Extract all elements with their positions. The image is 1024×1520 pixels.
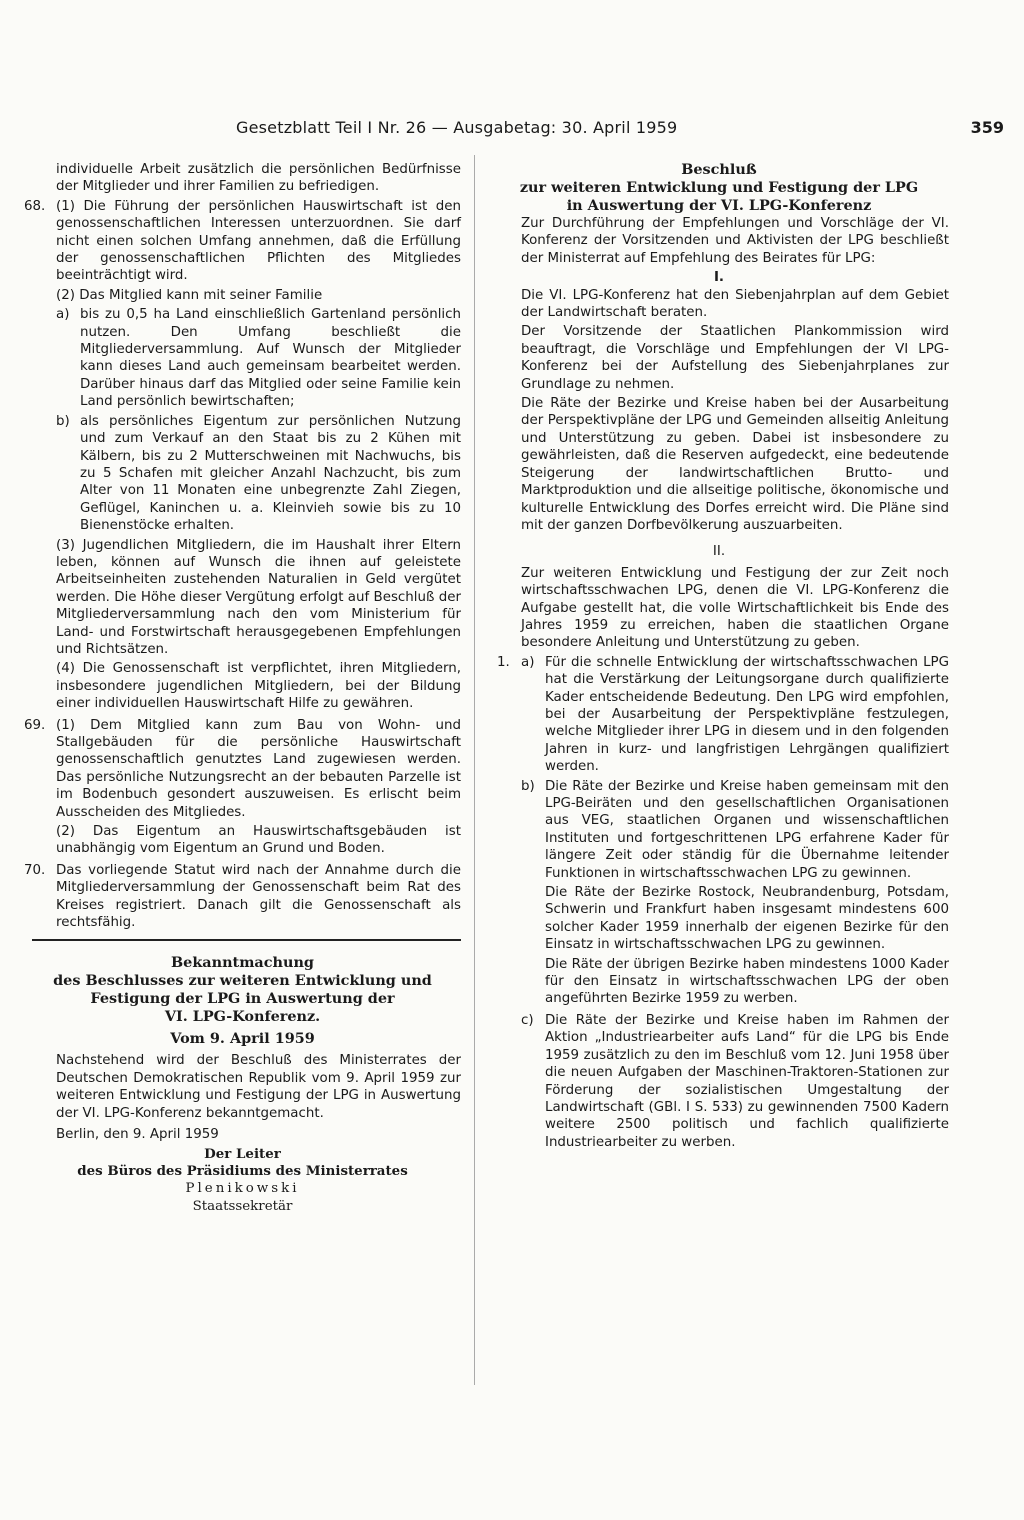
section-69-paragraph-1: (1) Dem Mitglied kann zum Bau von Wohn- und Stallgebäuden für die persönliche Hauswirtschaft genossenschaftlich genutztes Land zugewiesen werden. Das persönliche Nutzungsrecht an der bebauten Parzelle ist im Bodenbuch gesondert auszuweisen. Es erlischt beim Ausscheiden des Mitgliedes.	[56, 717, 461, 820]
item-text: Für die schnelle Entwicklung der wirtschaftsschwachen LPG hat die Verstärkung der Leitungsorgane durch qualifizierte Kader entscheidende Bedeutung. Den LPG wird empfohlen, bei der Ausarbeitung der Perspektivpläne festzulegen, welche Mitglieder ihrer LPG in diesem und in den folgenden Jahren in kurz- und langfristigen Lehrgängen qualifiziert werden.	[545, 654, 949, 775]
announcement-title-line: VI. LPG-Konferenz.	[164, 1008, 321, 1026]
item-letter: b)	[521, 778, 535, 794]
item-text: Die Räte der übrigen Bezirke haben mindestens 1000 Kader für den Einsatz in wirtschaftsschwachen LPG der oben angeführten Bezirke 1959 zu werben.	[545, 956, 949, 1007]
item-letter: c)	[521, 1012, 534, 1028]
resolution-intro: Zur Durchführung der Empfehlungen und Vorschläge der VI. Konferenz der Vorsitzenden und Aktivisten der LPG beschließt der Ministerrat auf Empfehlung des Beirates für LPG:	[521, 216, 949, 266]
section-68-item-a	[56, 306, 461, 410]
announcement	[24, 954, 461, 1215]
column-divider	[474, 155, 475, 1385]
section-68-paragraph-1: (1) Die Führung der persönlichen Hauswirtschaft ist den genossenschaftlichen Interessen unterzuordnen. Sie darf nicht einen solchen Umfang annehmen, daß die Erfüllung der genossenschaftlichen Pflichten des Mitgliedes beeinträchtigt wird.	[56, 198, 461, 284]
section-number: 69.	[24, 717, 46, 733]
resolution-title: Beschluß	[681, 161, 757, 178]
resolution-title-line: zur weiteren Entwicklung und Festigung der LPG	[519, 179, 919, 196]
item-text: bis zu 0,5 ha Land einschließlich Gartenland persönlich nutzen. Den Umfang beschließt die Mitgliederversammlung. Auf Wunsch der Mitglieder kann dieses Land auch gemeinsam bearbeitet werden. Darüber hinaus darf das Mitglied oder seine Familie kein Land persönlich bewirtschaften;	[80, 307, 461, 410]
item-letter: b)	[56, 413, 70, 429]
section-68-paragraph-4: (4) Die Genossenschaft ist verpflichtet, ihren Mitgliedern, insbesondere jugendlichen Mitgliedern, bei der Bildung einer individuellen Hauswirtschaft Hilfe zu gewähren.	[56, 661, 461, 712]
left-column	[24, 161, 461, 1215]
section-heading-ii: II.	[712, 544, 726, 560]
section-68-paragraph-2: (2) Das Mitglied kann mit seiner Familie	[56, 287, 323, 303]
section-70-text: Das vorliegende Statut wird nach der Annahme durch die Mitgliederversammlung der Genossenschaft beim Rat des Kreises registriert. Danach gilt die Genossenschaft als rechtsfähig.	[56, 862, 461, 931]
item-1b	[521, 778, 949, 1010]
section-69-paragraph-2: (2) Das Eigentum an Hauswirtschaftsgebäuden ist unabhängig vom Eigentum an Grund und Boden.	[56, 824, 461, 857]
item-text: Die Räte der Bezirke und Kreise haben gemeinsam mit den LPG-Beiräten und den gesellschaftlichen Organisationen aus VEG, staatlichen Organen und wissenschaftlichen Instituten und fortgeschrittenen LPG erfahrene Kader für längere Zeit oder ständig für die Übernahme leitender Funktionen in wirtschaftsschwachen LPG zu gewinnen.	[545, 778, 949, 881]
signatory-role: Staatssekretär	[192, 1198, 293, 1214]
item-letter: a)	[56, 307, 70, 323]
resolution-title-line: in Auswertung der VI. LPG-Konferenz	[566, 197, 872, 214]
item-1a	[521, 654, 949, 776]
signature-title: Der Leiter	[204, 1145, 281, 1162]
place-and-date: Berlin, den 9. April 1959	[56, 1127, 219, 1143]
right-column	[489, 161, 949, 1155]
announcement-title-line: Festigung der LPG in Auswertung der	[90, 990, 395, 1008]
resolution-paragraph: Der Vorsitzende der Staatlichen Plankommission wird beauftragt, die Vorschläge und Empfehlungen der VI LPG-Konferenz bei der Aufstellung des Siebenjahrplanes zur Grundlage zu nehmen.	[521, 324, 949, 392]
continuation-paragraph: individuelle Arbeit zusätzlich die persönlichen Bedürfnisse der Mitglieder und ihrer Familien zu befriedigen.	[56, 162, 461, 195]
section-69	[24, 717, 461, 860]
announcement-date: Vom 9. April 1959	[170, 1030, 315, 1048]
section-number: 70.	[24, 862, 46, 878]
page-number: 359	[970, 118, 1004, 137]
signatory-name: Plenikowski	[185, 1181, 300, 1197]
section-68	[24, 198, 461, 715]
item-letter: a)	[521, 654, 535, 670]
item-1c	[521, 1012, 949, 1151]
item-1	[489, 654, 949, 1153]
section-68-item-b	[56, 413, 461, 535]
resolution-paragraph: Zur weiteren Entwicklung und Festigung der zur Zeit noch wirtschaftsschwachen LPG, denen die VI. LPG-Konferenz die Aufgabe gestellt hat, die volle Wirtschaftlichkeit bis Ende des Jahres 1959 zu erreichen, haben die staatlichen Organe besondere Anleitung und Unterstützung zu geben.	[521, 565, 949, 651]
announcement-title: Bekanntmachung	[171, 954, 314, 972]
section-70	[24, 862, 461, 932]
section-68-paragraph-3: (3) Jugendlichen Mitgliedern, die im Haushalt ihrer Eltern leben, können auf Wunsch die ihnen auf geleistete Arbeitseinheiten zustehenden Naturalien in Geld vergütet werden. Die Höhe dieser Vergütung erfolgt auf Beschluß der Mitgliederversammlung nach den vom Ministerium für Land- und Forstwirtschaft herausgegebenen Empfehlungen und Richtsätzen.	[56, 537, 461, 657]
item-text: als persönliches Eigentum zur persönlichen Nutzung und zum Verkauf an den Staat bis zu 2 Kühen mit Kälbern, bis zu 2 Mutterschweinen mit Nachwuchs, bis zu 5 Schafen mit gleicher Anzahl Nachzucht, bis zum Alter von 11 Monaten eine unbegrenzte Zahl Ziegen, Geflügel, Kaninchen u. a. Kleinvieh sowie bis zu 10 Bienenstöcke erhalten.	[80, 413, 461, 534]
item-text: Die Räte der Bezirke Rostock, Neubrandenburg, Potsdam, Schwerin und Frankfurt haben insgesamt mindestens 600 solcher Kader 1959 innerhalb der eigenen Bezirke für den Einsatz in wirtschaftsschwachen LPG zu gewinnen.	[545, 885, 949, 953]
section-number: 68.	[24, 198, 46, 214]
resolution-paragraph: Die VI. LPG-Konferenz hat den Siebenjahrplan auf dem Gebiet der Landwirtschaft beraten.	[521, 287, 949, 321]
resolution-paragraph: Die Räte der Bezirke und Kreise haben bei der Ausarbeitung der Perspektivpläne der LPG und Gemeinden allseitig Anleitung und Unterstützung zu geben. Dabei ist insbesondere zu gewährleisten, daß die Reserven aufgedeckt, eine bedeutende Steigerung der landwirtschaftlichen Brutto- und Marktproduktion und die allseitige politische, ökonomische und kulturelle Entwicklung des Dorfes erreicht wird. Die Pläne sind mit der ganzen Dorfbevölkerung auszuarbeiten.	[521, 396, 949, 533]
announcement-title-line: des Beschlusses zur weiteren Entwicklung und	[53, 972, 432, 990]
signature-office: des Büros des Präsidiums des Ministerrates	[77, 1162, 408, 1179]
item-text: Die Räte der Bezirke und Kreise haben im Rahmen der Aktion „Industriearbeiter aufs Land“ für die LPG bis Ende 1959 zusätzlich zu den im Beschluß vom 12. Juni 1958 über die neuen Aufgaben der Maschinen-Traktoren-Stationen zur Förderung der sozialistischen Umgestaltung der Landwirtschaft (GBl. I S. 533) zu gewinnenden 7500 Kadern weitere 2500 politisch und fachlich qualifizierte Industriearbeiter zu werben.	[545, 1012, 949, 1150]
section-divider	[32, 939, 461, 941]
gazette-header: Gesetzblatt Teil I Nr. 26 — Ausgabetag: 30. April 1959	[236, 118, 678, 137]
section-heading-i: I.	[713, 270, 725, 286]
item-number: 1.	[497, 654, 510, 670]
announcement-body: Nachstehend wird der Beschluß des Ministerrates der Deutschen Demokratischen Republik vom 9. April 1959 zur weiteren Entwicklung und Festigung der LPG in Auswertung der VI. LPG-Konferenz bekanntgemacht.	[56, 1053, 461, 1121]
